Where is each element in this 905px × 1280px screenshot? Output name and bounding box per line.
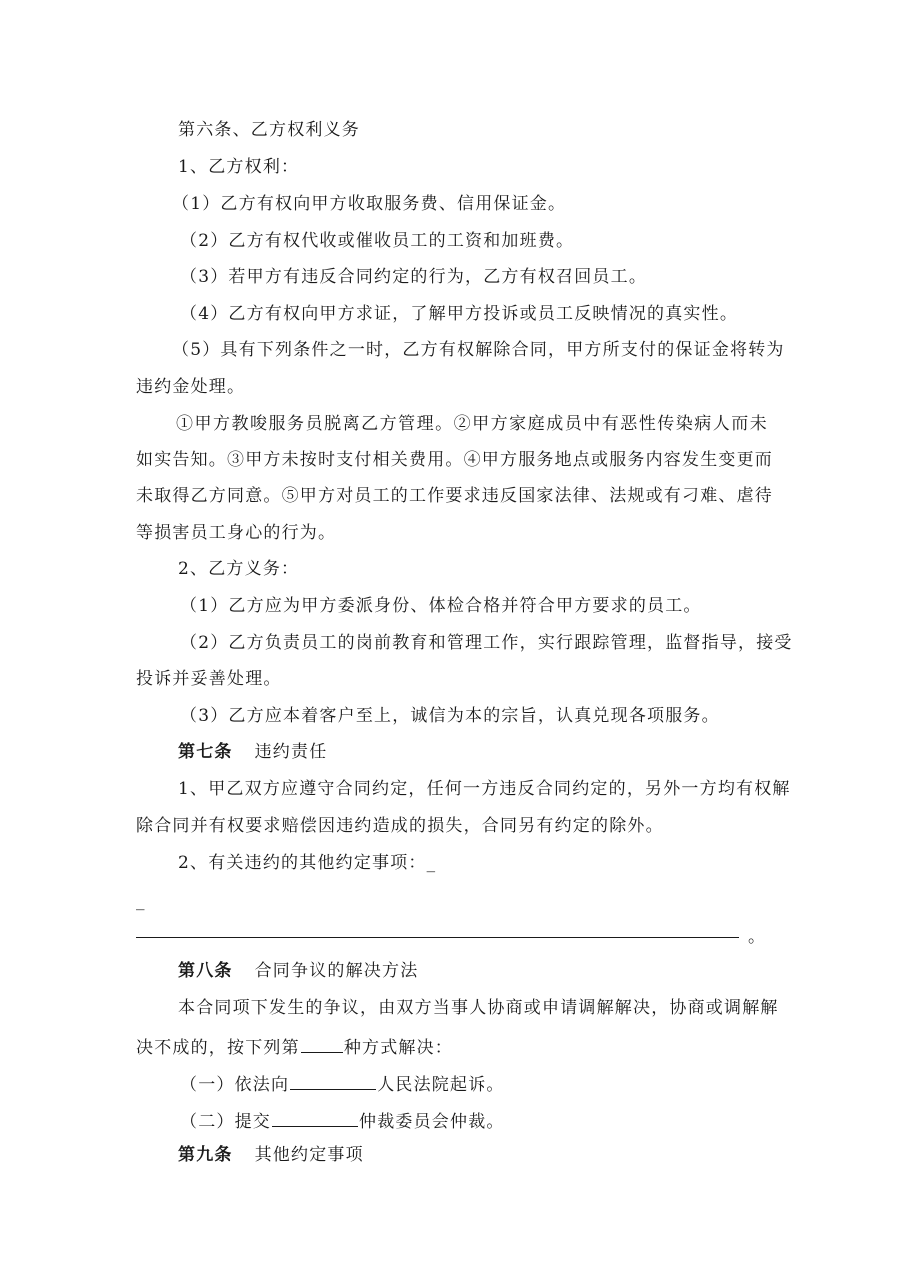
article-8-label: 第八条: [178, 961, 233, 981]
option-2-text-a: （二）提交: [180, 1112, 271, 1132]
option-1-text-a: （一）依法向: [180, 1075, 290, 1095]
duty-item-3: （3）乙方应本着客户至上，诚信为本的宗旨，认真兑现各项服务。: [180, 706, 720, 726]
dispute-paragraph-line-2: [136, 1034, 453, 1059]
article-7-heading: [178, 741, 327, 763]
right-item-2: （2）乙方有权代收或催收员工的工资和加班费。: [180, 231, 575, 251]
article-7-label: 第七条: [178, 742, 233, 762]
right-item-5-line-1: （5）具有下列条件之一时，乙方有权解除合同，甲方所支付的保证金将转为: [172, 340, 785, 360]
method-number-blank: [301, 1034, 343, 1053]
duty-item-1: （1）乙方应为甲方委派身份、体检合格并符合甲方要求的员工。: [180, 596, 702, 616]
breach-end-mark: 。: [748, 927, 767, 947]
dispute-text-b: 种方式解决：: [343, 1038, 454, 1058]
option-1-text-b: 人民法院起诉。: [377, 1075, 505, 1095]
breach-clause-1-line-2: 除合同并有权要求赔偿因违约造成的损失，合同另有约定的除外。: [136, 816, 664, 836]
duty-item-2-line-2: 投诉并妥善处理。: [136, 669, 282, 689]
dispute-text-a: 决不成的，按下列第: [136, 1038, 300, 1058]
rights-heading: 1、乙方权利：: [178, 157, 300, 177]
right-item-4: （4）乙方有权向甲方求证，了解甲方投诉或员工反映情况的真实性。: [180, 304, 739, 324]
dispute-option-1: [180, 1071, 505, 1096]
right-item-1: （1）乙方有权向甲方收取服务费、信用保证金。: [172, 194, 567, 214]
article-9-label: 第九条: [178, 1145, 233, 1165]
article-8-title: 合同争议的解决方法: [254, 961, 419, 981]
dispute-option-2: [180, 1108, 505, 1133]
termination-conditions-line-1: ①甲方教唆服务员脱离乙方管理。②甲方家庭成员中有恶性传染病人而未: [176, 414, 768, 434]
duties-heading: 2、乙方义务：: [178, 559, 300, 579]
article-7-title: 违约责任: [254, 742, 328, 762]
breach-clause-1-line-1: 1、甲乙双方应遵守合同约定，任何一方违反合同约定的，另外一方均有权解: [178, 779, 791, 799]
breach-fill-line: [136, 937, 739, 938]
article-9-heading: [178, 1144, 364, 1166]
article-9-title: 其他约定事项: [254, 1145, 364, 1165]
dispute-paragraph-line-1: 本合同项下发生的争议，由双方当事人协商或申请调解解决，协商或调解解: [178, 998, 779, 1018]
right-item-3: （3）若甲方有违反合同约定的行为，乙方有权召回员工。: [180, 267, 648, 287]
duty-item-2-line-1: （2）乙方负责员工的岗前教育和管理工作，实行跟踪管理，监督指导，接受: [180, 633, 793, 653]
article-8-heading: [178, 960, 418, 982]
breach-clause-2-continuation: _: [136, 891, 146, 911]
court-name-blank: [290, 1071, 376, 1090]
termination-conditions-line-4: 等损害员工身心的行为。: [136, 523, 337, 543]
termination-conditions-line-3: 未取得乙方同意。⑤甲方对员工的工作要求违反国家法律、法规或有刁难、虐待: [136, 486, 773, 506]
arbitration-name-blank: [272, 1108, 358, 1127]
option-2-text-b: 仲裁委员会仲裁。: [359, 1112, 505, 1132]
breach-clause-2: 2、有关违约的其他约定事项：_: [178, 853, 437, 873]
termination-conditions-line-2: 如实告知。③甲方未按时支付相关费用。④甲方服务地点或服务内容发生变更而: [136, 450, 773, 470]
article-6-title: 第六条、乙方权利义务: [178, 120, 360, 140]
right-item-5-line-2: 违约金处理。: [136, 377, 246, 397]
